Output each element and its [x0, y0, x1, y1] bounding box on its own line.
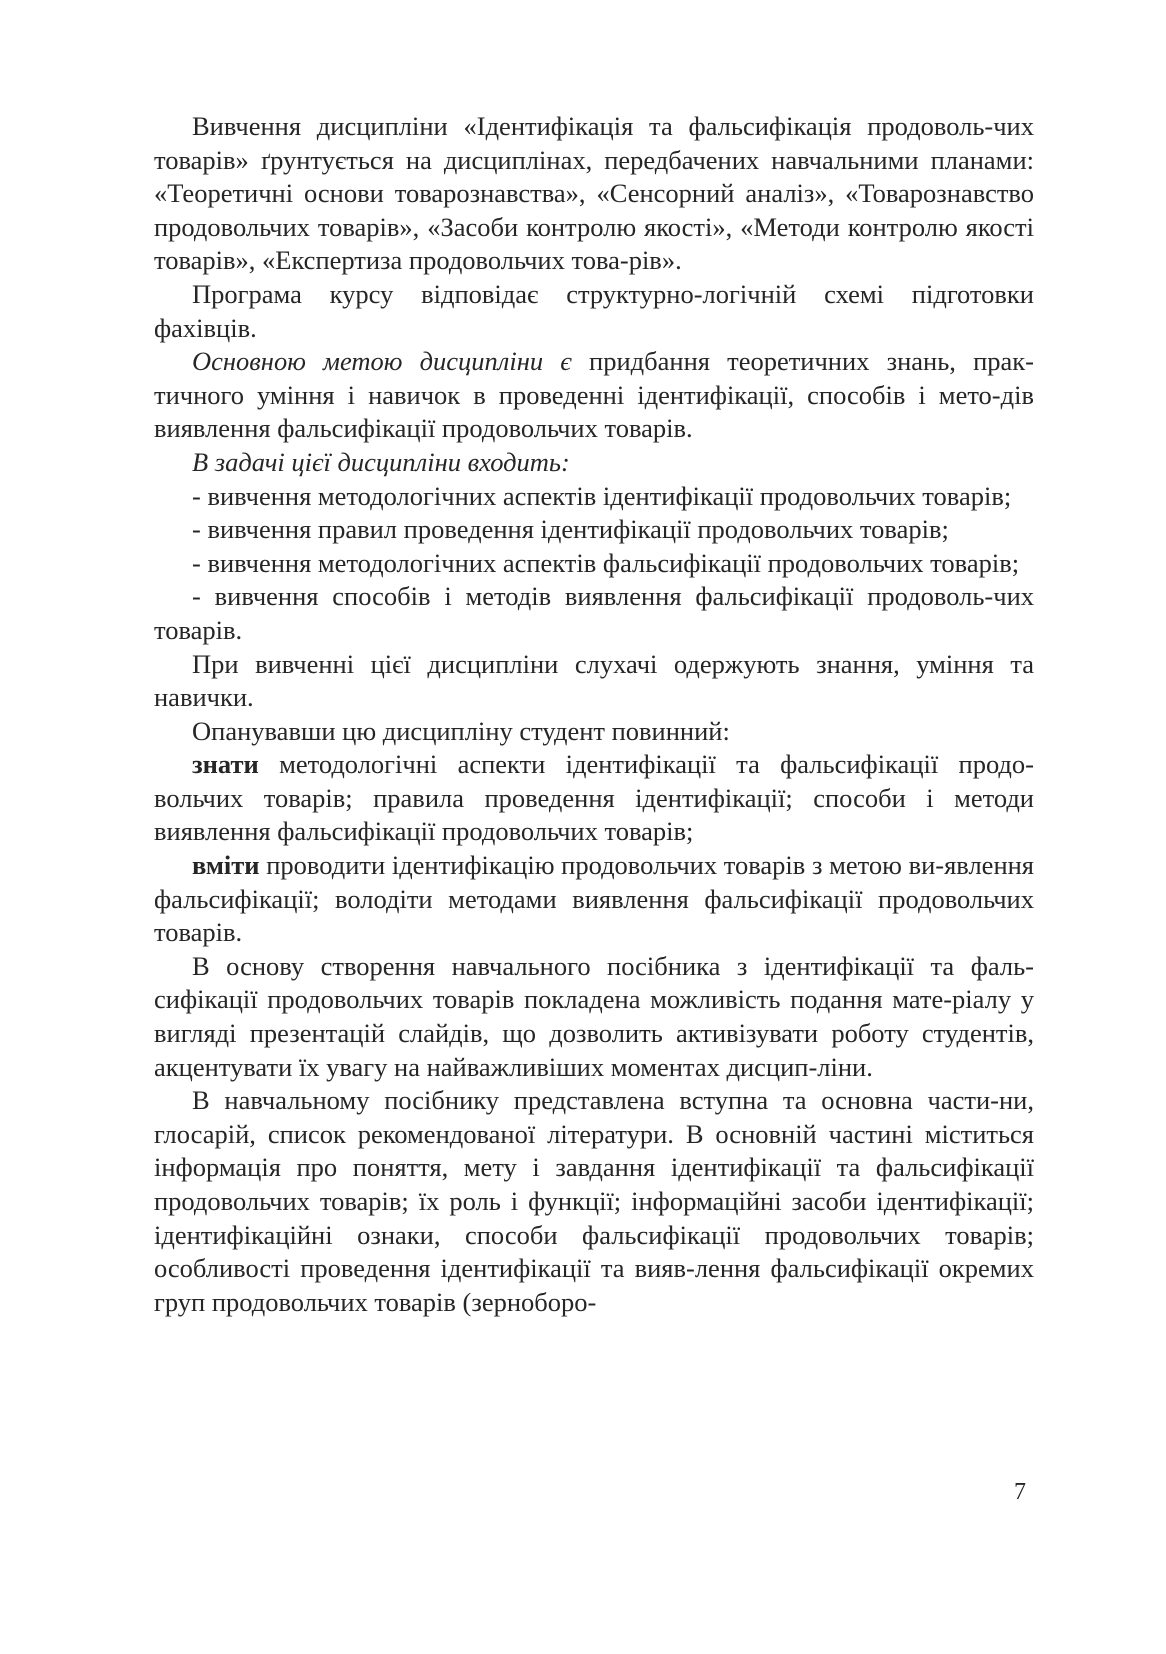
task-item: - вивчення правил проведення ідентифікації продовольчих товарів;: [192, 514, 949, 545]
know-text: методологічні аспекти ідентифікації та фальсифікації продо-вольчих товарів; правила проведення ідентифікації; способи і методи виявлення фальсифікації продовольчих товарів;: [154, 749, 1034, 847]
paragraph-tasks-heading: В задачі цієї дисципліни входить:: [192, 446, 570, 477]
paragraph-skills: При вивченні цієї дисципліни слухачі одержують знання, уміння та навички.: [154, 648, 1034, 713]
paragraph-manual-basis: В основу створення навчального посібника з ідентифікації та фаль-сифікації продовольчих товарів покладена можливість подання мате-ріалу у вигляді презентацій слайдів, що дозволить активізувати роботу студентів, акцентувати їх увагу на найважливіших моментах дисцип-ліни.: [154, 950, 1034, 1082]
page-number: 7: [1014, 1479, 1026, 1505]
task-item: - вивчення методологічних аспектів ідентифікації продовольчих товарів;: [192, 480, 1012, 511]
goal-lead: Основною метою дисципліни є: [192, 346, 572, 377]
task-item: - вивчення способів і методів виявлення фальсифікації продоволь-чих товарів.: [154, 581, 1034, 645]
able-lead: вміти: [192, 850, 260, 881]
paragraph-goal: [154, 345, 1034, 446]
paragraph-prerequisites: Вивчення дисципліни «Ідентифікація та фальсифікація продоволь-чих товарів» ґрунтується на дисциплінах, передбачених навчальними планами: «Теоретичні основи товарознавства», «Сенсорний аналіз», «Товарознавство продовольчих товарів», «Засоби контролю якості», «Методи контролю якості товарів», «Експертиза продовольчих това-рів».: [154, 111, 1034, 276]
goal-text: придбання теоретичних знань, прак-тичного уміння і навичок в проведенні ідентифікації, способів і мето-дів виявлення фальсифікації продовольчих товарів.: [154, 346, 1034, 444]
paragraph-able: [154, 849, 1034, 950]
body-text: [154, 110, 1034, 1319]
paragraph-program: Програма курсу відповідає структурно-логічній схемі підготовки фахівців.: [154, 278, 1034, 343]
paragraph-mastery: Опанувавши цю дисципліну студент повинний:: [192, 715, 730, 746]
know-lead: знати: [192, 749, 259, 780]
able-text: проводити ідентифікацію продовольчих товарів з метою ви-явлення фальсифікації; володіти методами виявлення фальсифікації продовольчих товарів.: [154, 850, 1034, 948]
paragraph-manual-contents: В навчальному посібнику представлена вступна та основна части-ни, глосарій, список рекомендованої літератури. В основній частині міститься інформація про поняття, мету і завдання ідентифікації та фальсифікації продовольчих товарів; їх роль і функції; інформаційні засоби ідентифікації; ідентифікаційні ознаки, способи фальсифікації продовольчих товарів; особливості проведення ідентифікації та вияв-лення фальсифікації окремих груп продовольчих товарів (зерноборо-: [154, 1085, 1034, 1317]
paragraph-know: [154, 748, 1034, 849]
task-item: - вивчення методологічних аспектів фальсифікації продовольчих товарів;: [192, 547, 1020, 578]
